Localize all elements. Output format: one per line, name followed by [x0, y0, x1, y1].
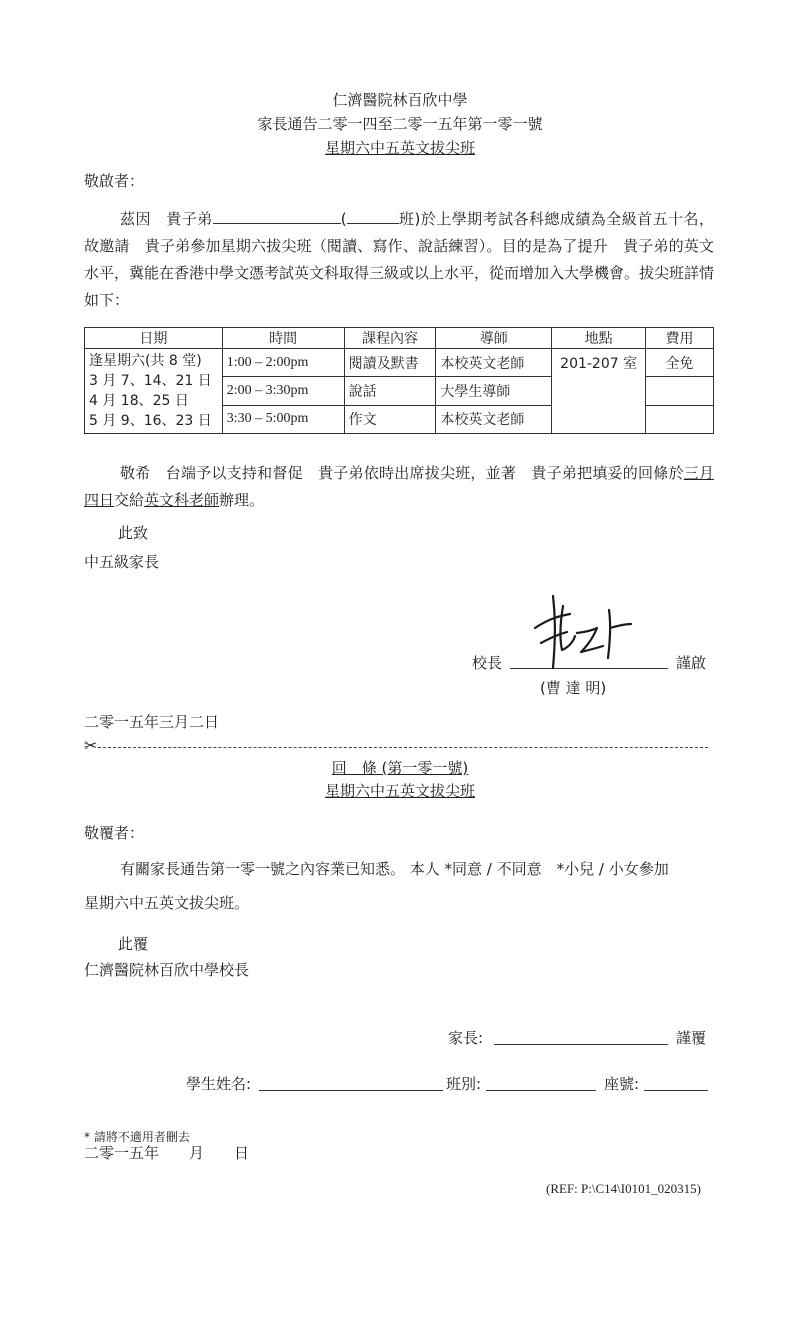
reply-salutation: 敬覆者： — [84, 824, 145, 842]
parent-respect: 謹覆 — [676, 1029, 707, 1047]
intro-part-1: 茲因 貴子弟 — [120, 210, 213, 228]
footnote: * 請將不適用者刪去 — [84, 1130, 190, 1144]
student-name-label: 學生姓名: — [186, 1075, 252, 1093]
seat-label: 座號: — [604, 1075, 640, 1093]
student-name-line[interactable] — [259, 1090, 443, 1091]
reply-body-2: 星期六中五英文拔尖班。 — [84, 894, 250, 912]
venue-cell: 201-207 室 — [552, 349, 646, 434]
seat-line[interactable] — [644, 1090, 708, 1091]
time-cell: 3:30 – 5:00pm — [222, 405, 344, 433]
header-tutor: 導師 — [436, 328, 552, 349]
time-cell: 2:00 – 3:30pm — [222, 377, 344, 405]
return-date: 三月四日 — [84, 464, 714, 509]
addressee: 中五級家長 — [84, 553, 160, 571]
scissors-icon: ✂ — [84, 736, 98, 755]
principal-label: 校長 — [472, 654, 503, 672]
reference-code: (REF: P:\C14\I0101_020315) — [546, 1181, 701, 1196]
dates-cell — [85, 349, 223, 434]
reply-body-1: 有關家長通告第一零一號之內容業已知悉。 本人 *同意 / 不同意 *小兒 / 小女參加 — [120, 860, 669, 878]
return-teacher: 英文科老師 — [144, 491, 220, 509]
date-line: 3 月 7、14、21 日 — [89, 373, 212, 389]
header-venue: 地點 — [552, 328, 646, 349]
tutor-cell: 本校英文老師 — [436, 349, 552, 377]
schedule-table — [84, 327, 714, 434]
class-line[interactable] — [486, 1090, 596, 1091]
notice-number: 家長通告二零一四至二零一五年第一零一號 — [257, 115, 543, 133]
class-label: 班別: — [446, 1075, 482, 1093]
cizhi: 此致 — [118, 524, 149, 542]
request-part-1: 敬希 台端予以支持和督促 貴子弟依時出席拔尖班，並著 貴子弟把填妥的回條於 — [120, 464, 684, 482]
reply-title: 回 條 (第一零一號) — [331, 759, 469, 777]
notice-date: 二零一五年三月二日 — [84, 713, 220, 731]
request-paragraph — [84, 460, 714, 514]
salutation: 敬啟者： — [84, 172, 145, 190]
school-name: 仁濟醫院林百欣中學 — [332, 91, 468, 109]
respect-close: 謹啟 — [676, 654, 707, 672]
content-cell: 說話 — [344, 377, 436, 405]
reply-addressee: 仁濟醫院林百欣中學校長 — [84, 961, 250, 979]
date-line: 逢星期六(共 8 堂) — [89, 353, 202, 369]
reply-subtitle: 星期六中五英文拔尖班 — [324, 782, 475, 800]
content-cell: 作文 — [344, 405, 436, 433]
tutor-cell: 本校英文老師 — [436, 405, 552, 433]
header-time: 時間 — [222, 328, 344, 349]
fee-cell: 全免 — [646, 349, 714, 377]
intro-paragraph — [84, 206, 714, 314]
class-blank — [347, 209, 399, 224]
reply-date-line: 二零一五年 月 日 — [84, 1144, 250, 1162]
header-fee: 費用 — [646, 328, 714, 349]
principal-name: (曹 達 明) — [540, 679, 607, 697]
header-content: 課程內容 — [344, 328, 436, 349]
intro-part-3: 班)於上學期考試各科總成績為全級首五十名，故邀請 貴子弟參加星期六拔尖班（閱讀、寫作、說話練習）。目的是為了提升 貴子弟的英文水平，冀能在香港中學文憑考試英文科取得三級或以上水平，從而增加入大學機會。拔尖班詳情如下： — [84, 210, 715, 309]
fee-empty-cell — [646, 405, 714, 433]
notice-subject: 星期六中五英文拔尖班 — [324, 139, 475, 157]
intro-part-2: ( — [340, 210, 347, 228]
parent-signature-line[interactable] — [494, 1044, 668, 1045]
tutor-cell: 大學生導師 — [436, 377, 552, 405]
header-date: 日期 — [85, 328, 223, 349]
fee-empty-cell — [646, 377, 714, 405]
signature-icon — [515, 588, 645, 673]
student-name-blank — [213, 209, 341, 224]
request-part-2: 交給 — [114, 491, 145, 509]
date-line: 5 月 9、16、23 日 — [89, 413, 212, 429]
content-cell: 閱讀及默書 — [344, 349, 436, 377]
time-cell: 1:00 – 2:00pm — [222, 349, 344, 377]
date-line: 4 月 18、25 日 — [89, 393, 189, 409]
cifu: 此覆 — [118, 935, 149, 953]
parent-label: 家長: — [448, 1029, 484, 1047]
request-part-3: 辦理。 — [219, 491, 265, 509]
cut-line — [98, 747, 708, 748]
